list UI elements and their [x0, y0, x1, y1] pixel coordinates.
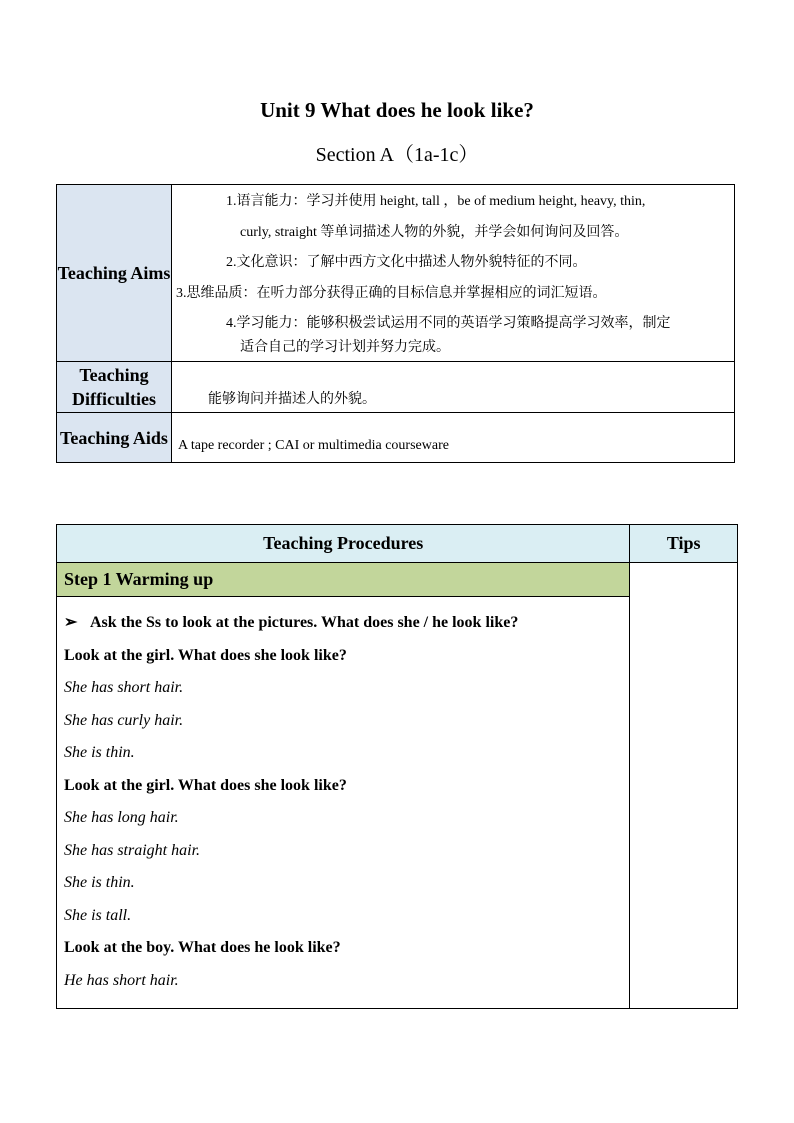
answer-line: He has short hair. — [64, 971, 179, 989]
aims-line: 1.语言能力：学习并使用 height, tall ，be of medium height, heavy, thin, — [226, 194, 646, 209]
answer-line: She has short hair. — [64, 679, 184, 696]
tips-header: Tips — [630, 525, 738, 563]
answer-line: She is thin. — [64, 874, 135, 891]
bullet-line — [64, 607, 621, 640]
page-title: Unit 9 What does he look like? — [260, 98, 534, 122]
answer-line: She is thin. — [64, 744, 135, 761]
procedures-table — [56, 524, 738, 1009]
answer-line: She has curly hair. — [64, 711, 184, 729]
question-line: Look at the boy. What does he look like? — [64, 939, 341, 956]
question-line: Look at the girl. What does she look like? — [64, 776, 347, 794]
difficulties-content: 能够询问并描述人的外貌。 — [172, 362, 735, 413]
aims-label: Teaching Aims — [57, 185, 172, 362]
aims-line: curly, straight 等单词描述人物的外貌，并学会如何询问及回答。 — [240, 224, 629, 240]
procedure-lines — [64, 640, 621, 998]
aims-content — [172, 185, 735, 362]
answer-line: She is tall. — [64, 906, 132, 924]
aims-line: 4.学习能力：能够积极尝试运用不同的英语学习策略提高学习效率，制定 — [226, 316, 671, 331]
aims-line: 2.文化意识：了解中西方文化中描述人物外貌特征的不同。 — [226, 255, 587, 270]
step-body — [57, 597, 630, 1009]
aims-line: 适合自己的学习计划并努力完成。 — [240, 340, 450, 355]
question-line: Look at the girl. What does she look like? — [64, 646, 347, 664]
aids-label: Teaching Aids — [57, 413, 172, 463]
aids-content: A tape recorder ; CAI or multimedia courseware — [172, 413, 735, 463]
arrow-bullet-icon: ➢ — [64, 614, 78, 631]
step-title: Step 1 Warming up — [57, 563, 630, 597]
answer-line: She has straight hair. — [64, 841, 201, 859]
bullet-text: Ask the Ss to look at the pictures. What does she / he look like? — [90, 614, 519, 631]
procedures-header: Teaching Procedures — [57, 525, 630, 563]
answer-line: She has long hair. — [64, 809, 179, 826]
tips-column — [630, 563, 738, 1009]
aims-line: 3.思维品质：在听力部分获得正确的目标信息并掌握相应的词汇短语。 — [176, 285, 607, 301]
page-subtitle: Section A（1a-1c） — [315, 144, 479, 166]
difficulties-label: Teaching Difficulties — [57, 362, 172, 413]
overview-table — [56, 184, 735, 463]
